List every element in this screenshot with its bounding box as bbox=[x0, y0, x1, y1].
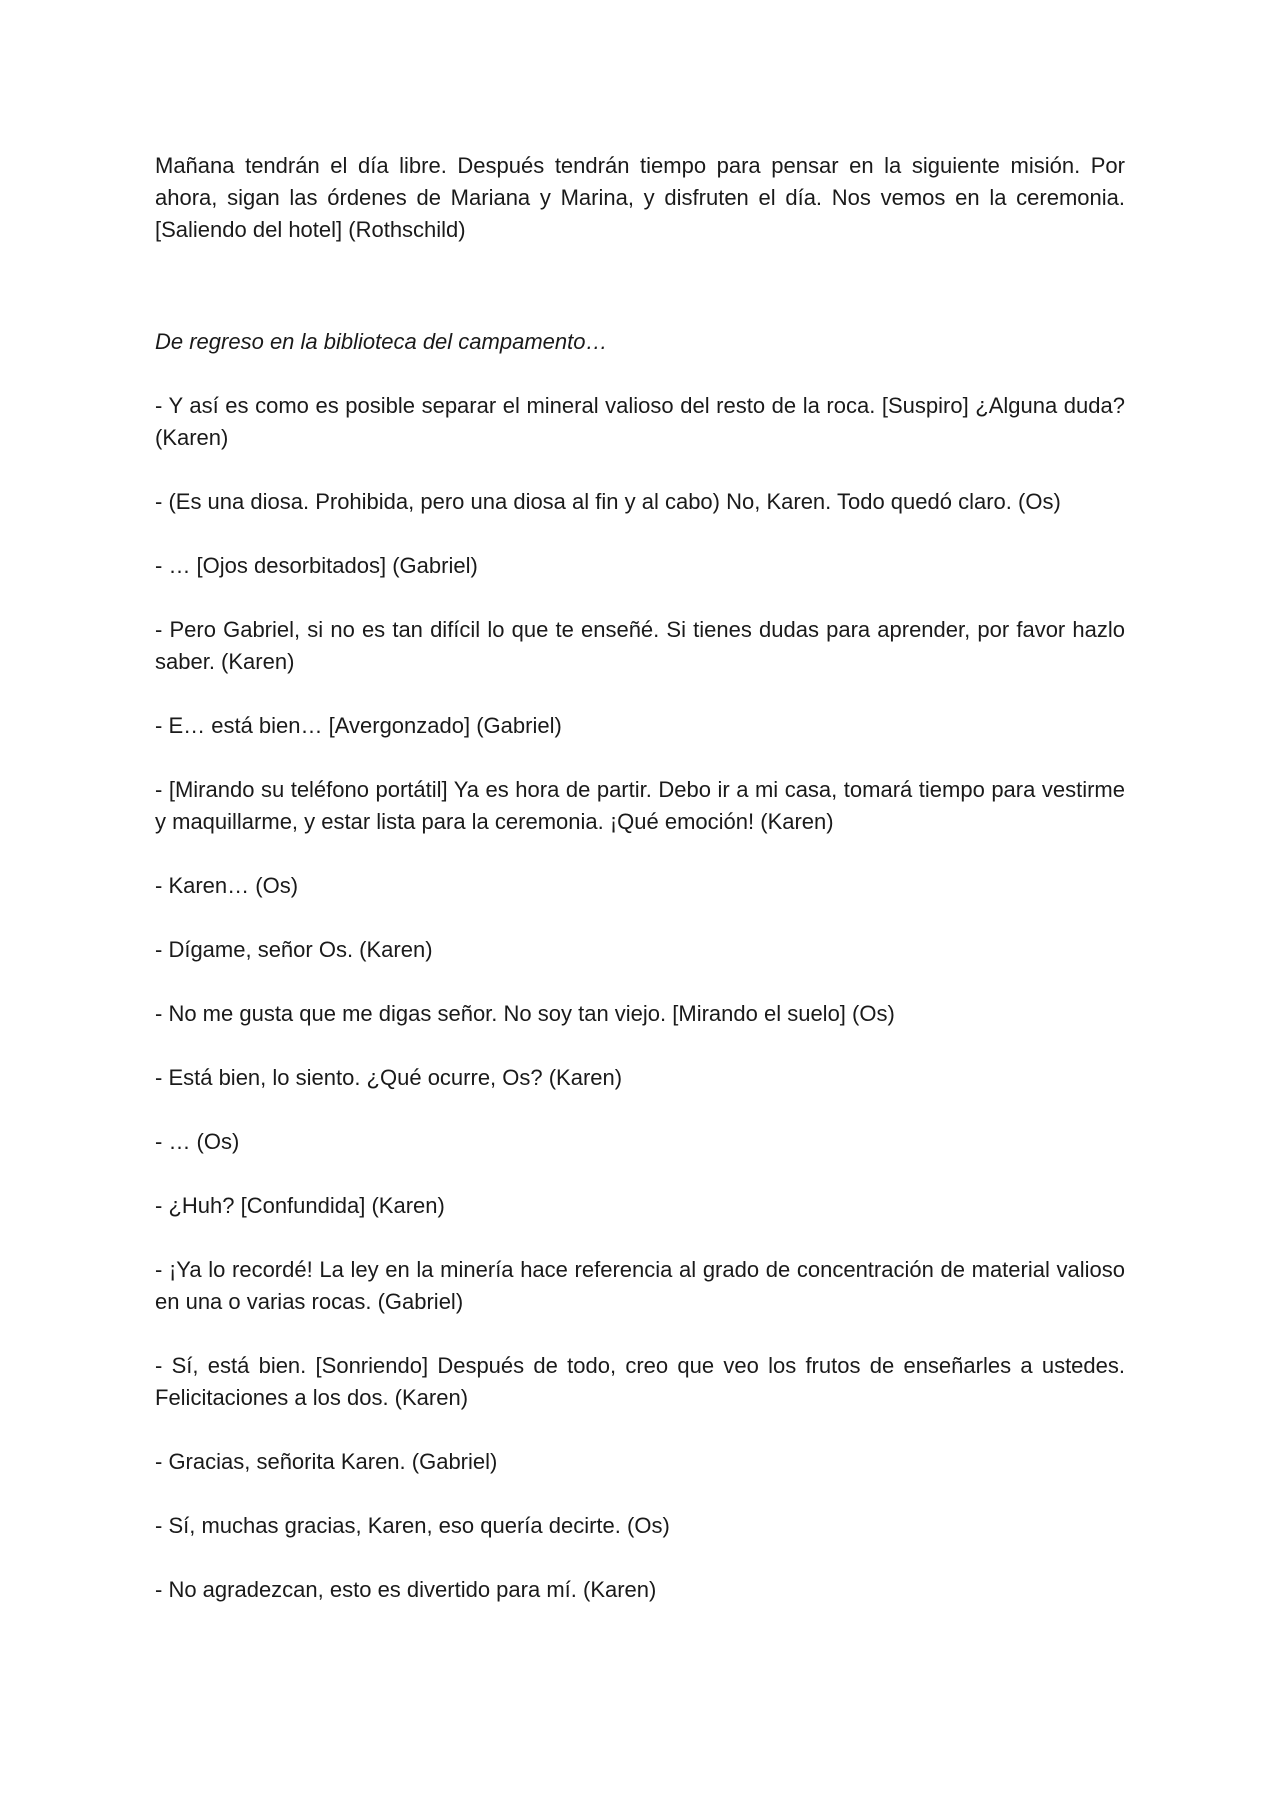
dialogue-line: - Pero Gabriel, si no es tan difícil lo que te enseñé. Si tienes dudas para aprender, por favor hazlo saber. (Karen) bbox=[155, 617, 1125, 674]
dialogue-line: - Dígame, señor Os. (Karen) bbox=[155, 937, 433, 962]
dialogue-line: - … [Ojos desorbitados] (Gabriel) bbox=[155, 553, 478, 578]
dialogue-line: - Sí, muchas gracias, Karen, eso quería decirte. (Os) bbox=[155, 1513, 670, 1538]
dialogue-line: - E… está bien… [Avergonzado] (Gabriel) bbox=[155, 713, 562, 738]
dialogue-line: - Y así es como es posible separar el mineral valioso del resto de la roca. [Suspiro] ¿Alguna duda? (Karen) bbox=[155, 393, 1125, 450]
dialogue-line: - Gracias, señorita Karen. (Gabriel) bbox=[155, 1449, 498, 1474]
narration-paragraph: Mañana tendrán el día libre. Después tendrán tiempo para pensar en la siguiente misión. Por ahora, sigan las órdenes de Mariana y Marina, y disfruten el día. Nos vemos en la ceremonia. [Saliendo del hotel] (Rothschild) bbox=[155, 153, 1125, 242]
dialogue-line: - … (Os) bbox=[155, 1129, 240, 1154]
dialogue-line: - Sí, está bien. [Sonriendo] Después de todo, creo que veo los frutos de enseñarles a ustedes. Felicitaciones a los dos. (Karen) bbox=[155, 1353, 1125, 1410]
dialogue-line: - ¡Ya lo recordé! La ley en la minería hace referencia al grado de concentración de material valioso en una o varias rocas. (Gabriel) bbox=[155, 1257, 1125, 1314]
scene-heading: De regreso en la biblioteca del campamento… bbox=[155, 329, 608, 354]
dialogue-line: - (Es una diosa. Prohibida, pero una diosa al fin y al cabo) No, Karen. Todo quedó claro. (Os) bbox=[155, 489, 1061, 514]
dialogue-line: - No me gusta que me digas señor. No soy tan viejo. [Mirando el suelo] (Os) bbox=[155, 1001, 895, 1026]
dialogue-line: - Está bien, lo siento. ¿Qué ocurre, Os? (Karen) bbox=[155, 1065, 623, 1090]
dialogue-line: - ¿Huh? [Confundida] (Karen) bbox=[155, 1193, 445, 1218]
dialogue-line: - [Mirando su teléfono portátil] Ya es hora de partir. Debo ir a mi casa, tomará tiempo para vestirme y maquillarme, y estar lista para la ceremonia. ¡Qué emoción! (Karen) bbox=[155, 777, 1125, 834]
document-page bbox=[155, 150, 1125, 1638]
dialogue-line: - Karen… (Os) bbox=[155, 873, 299, 898]
dialogue-line: - No agradezcan, esto es divertido para mí. (Karen) bbox=[155, 1577, 657, 1602]
